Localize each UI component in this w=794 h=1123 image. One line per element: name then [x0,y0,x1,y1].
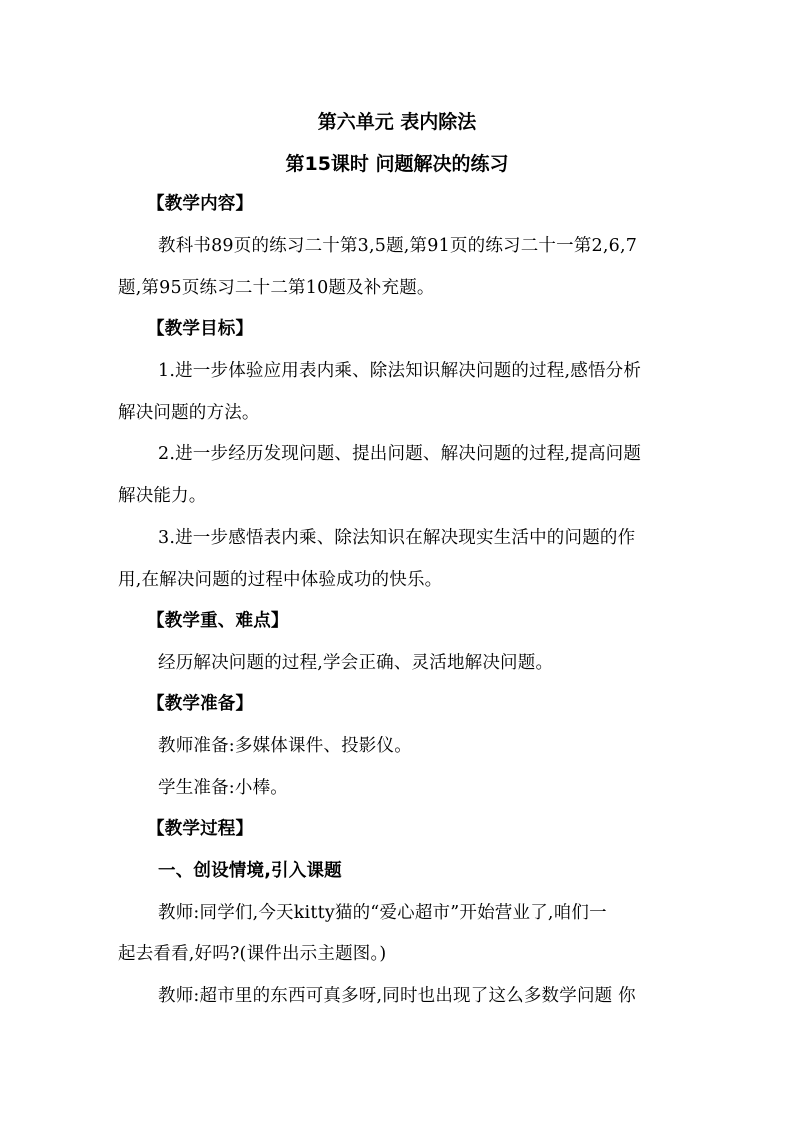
keypoints-text-line: 经历解决问题的过程,学会正确、灵活地解决问题。 [158,653,554,673]
goal-text-line: 3.进一步感悟表内乘、除法知识在解决现实生活中的问题的作 [158,528,636,548]
goal-text-line: 解决问题的方法。 [118,403,260,423]
process-text-line: 起去看看,好吗?(课件出示主题图。) [118,944,387,964]
step1-heading: 一、创设情境,引入课题 [158,861,342,881]
goal-text-line: 1.进一步体验应用表内乘、除法知识解决问题的过程,感悟分析 [158,361,642,381]
prep-student-line: 学生准备:小棒。 [158,778,288,798]
goal-text-line: 用,在解决问题的过程中体验成功的快乐。 [118,570,443,590]
process-text-line: 教师:超市里的东西可真多呀,同时也出现了这么多数学问题 你 [158,986,636,1006]
goals-heading: 【教学目标】 [147,319,254,339]
prep-heading: 【教学准备】 [147,694,254,714]
goal-text-line: 2.进一步经历发现问题、提出问题、解决问题的过程,提高问题 [158,444,642,464]
process-text-line: 教师:同学们,今天kitty猫的“爱心超市”开始营业了,咱们一 [158,903,607,923]
content-heading: 【教学内容】 [147,194,254,214]
unit-title: 第六单元 表内除法 [317,111,477,133]
process-heading: 【教学过程】 [147,819,254,839]
lesson-title: 第15课时 问题解决的练习 [285,153,509,175]
keypoints-heading: 【教学重、难点】 [147,611,289,631]
goal-text-line: 解决能力。 [118,486,207,506]
content-text-line: 题,第95页练习二十二第10题及补充题。 [118,278,435,298]
prep-teacher-line: 教师准备:多媒体课件、投影仪。 [158,736,412,756]
content-text-line: 教科书89页的练习二十第3,5题,第91页的练习二十一第2,6,7 [158,236,638,256]
